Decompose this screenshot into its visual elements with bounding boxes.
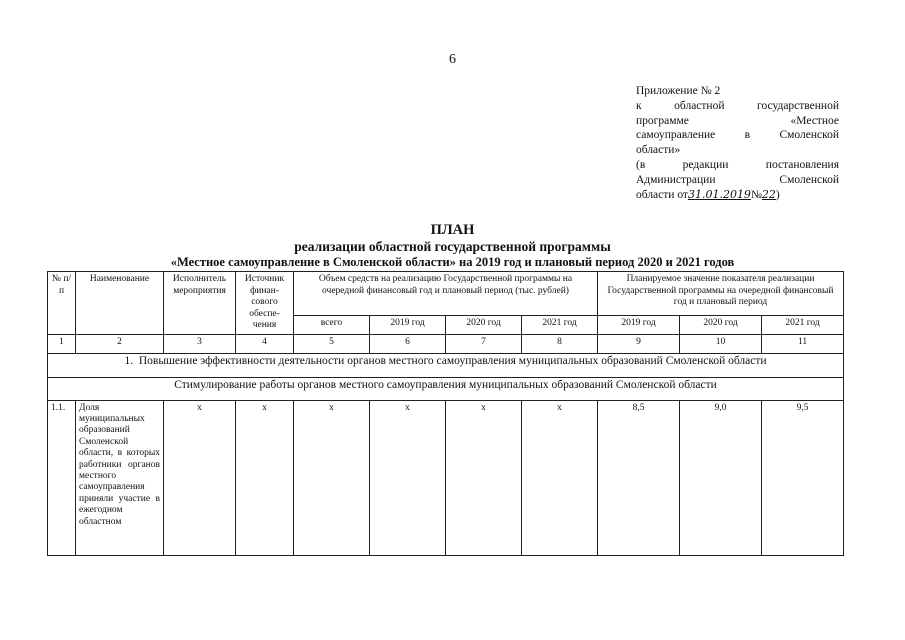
index-cell: 10 [680,334,762,353]
header-funding: Объем средств на реализацию Государственной программы на очередной финансовый год и плановый период (тыс. рублей) [294,272,598,316]
header-ind-2020: 2020 год [680,316,762,334]
section-cell [48,353,844,377]
index-cell: 4 [236,334,294,353]
subsection-title: Стимулирование работы органов местного самоуправления муниципальных образований Смоленской области [48,377,844,400]
header-indicator: Планируемое значение показателя реализации Государственной программы на очередной финансовый год и плановый период [598,272,844,316]
row-2021: х [522,400,598,555]
appendix-date-line [636,188,839,203]
appendix-line: (в редакции постановления [636,158,839,171]
header-num: № п/п [48,272,76,335]
row-total: х [294,400,370,555]
appendix-number-prefix: № [750,188,762,201]
subsection-row [48,377,844,400]
index-cell: 3 [164,334,236,353]
index-cell: 8 [522,334,598,353]
header-2021: 2021 год [522,316,598,334]
title-line-1: ПЛАН [430,222,475,238]
row-indicator-2020: 9,0 [680,400,762,555]
document-title [60,222,845,270]
index-cell: 5 [294,334,370,353]
page-number: 6 [449,52,456,67]
header-2019: 2019 год [370,316,446,334]
title-line-2: реализации областной государственной программы [294,239,611,254]
title-line-3: «Местное самоуправление в Смоленской области» на 2019 год и плановый период 2020 и 2021 годов [170,255,735,269]
appendix-date-prefix: области от [636,188,688,201]
section-title: Повышение эффективности деятельности органов местного самоуправления муниципальных образований Смоленской области [138,354,767,367]
row-source: х [236,400,294,555]
appendix-line: самоуправление в Смоленской [636,129,839,142]
header-2020: 2020 год [446,316,522,334]
handwritten-date: 31.01.2019 [687,187,751,201]
appendix-line: области» [636,144,681,157]
index-cell: 6 [370,334,446,353]
row-indicator-2021: 9,5 [762,400,844,555]
table-row [48,400,844,555]
row-number: 1.1. [48,400,76,555]
appendix-line: Администрации Смоленской [636,173,839,186]
plan-table [47,271,844,556]
row-executor: х [164,400,236,555]
appendix-title: Приложение № 2 [636,85,721,97]
index-cell: 11 [762,334,844,353]
header-ind-2019: 2019 год [598,316,680,334]
index-cell: 1 [48,334,76,353]
header-ind-2021: 2021 год [762,316,844,334]
appendix-block [636,84,839,202]
appendix-closing: ) [775,188,780,201]
section-number: 1. [124,354,134,367]
header-executor: Исполнитель мероприятия [164,272,236,335]
index-cell: 9 [598,334,680,353]
row-indicator-2019: 8,5 [598,400,680,555]
row-2020: х [446,400,522,555]
index-cell: 7 [446,334,522,353]
section-row [48,353,844,377]
row-name: Доля муниципальных образований Смоленской области, в которых работники органов местного самоуправления приняли участие в ежегодном областном [76,400,164,555]
header-name: Наименование [76,272,164,335]
header-source: Источник финан-сового обеспе-чения [236,272,294,335]
row-2019: х [370,400,446,555]
index-cell: 2 [76,334,164,353]
handwritten-number: 22 [761,187,776,201]
appendix-line: к областной государственной [636,99,839,112]
header-row [48,272,844,316]
header-total: всего [294,316,370,334]
index-row [48,334,844,353]
appendix-line: программе «Местное [636,114,839,127]
